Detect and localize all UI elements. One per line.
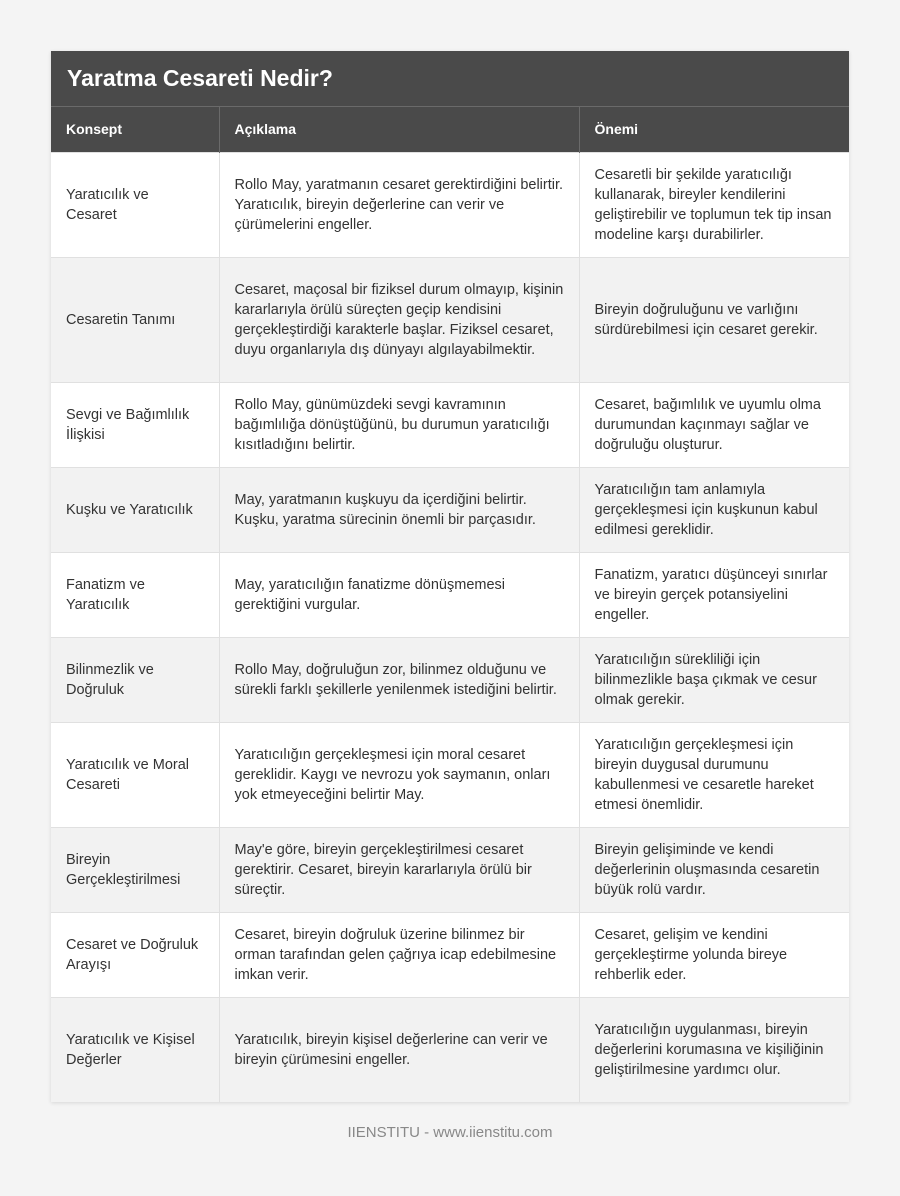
cell-importance: Yaratıcılığın tam anlamıyla gerçekleşmesi için kuşkunun kabul edilmesi gereklidir. bbox=[579, 467, 849, 552]
cell-description: Rollo May, yaratmanın cesaret gerektirdiğini belirtir. Yaratıcılık, bireyin değerlerine can verir ve çürümelerini engeller. bbox=[219, 152, 579, 257]
concept-table-card bbox=[51, 51, 849, 1102]
column-header-concept: Konsept bbox=[51, 107, 219, 152]
cell-description: Rollo May, doğruluğun zor, bilinmez olduğunu ve sürekli farklı şekillerle yenilenmek istediğini belirtir. bbox=[219, 637, 579, 722]
cell-importance: Cesaretli bir şekilde yaratıcılığı kullanarak, bireyler kendilerini geliştirebilir ve toplumun tek tip insan modeline karşı durabilirler. bbox=[579, 152, 849, 257]
table-header-row bbox=[51, 107, 849, 152]
cell-importance: Bireyin gelişiminde ve kendi değerlerinin oluşmasında cesaretin büyük rolü vardır. bbox=[579, 827, 849, 912]
concept-table bbox=[51, 107, 849, 1102]
table-row bbox=[51, 257, 849, 382]
cell-concept: Bilinmezlik ve Doğruluk bbox=[51, 637, 219, 722]
column-header-importance: Önemi bbox=[579, 107, 849, 152]
cell-importance: Yaratıcılığın uygulanması, bireyin değerlerini korumasına ve kişiliğinin geliştirilmesine yardımcı olur. bbox=[579, 997, 849, 1102]
cell-importance: Cesaret, gelişim ve kendini gerçekleştirme yolunda bireye rehberlik eder. bbox=[579, 912, 849, 997]
cell-description: May, yaratıcılığın fanatizme dönüşmemesi gerektiğini vurgular. bbox=[219, 552, 579, 637]
cell-description: Yaratıcılığın gerçekleşmesi için moral cesaret gereklidir. Kaygı ve nevrozu yok saymanın, onları yok etmeyeceğini belirtir May. bbox=[219, 722, 579, 827]
table-row bbox=[51, 637, 849, 722]
cell-importance: Yaratıcılığın gerçekleşmesi için bireyin duygusal durumunu kabullenmesi ve cesaretle hareket etmesi önemlidir. bbox=[579, 722, 849, 827]
table-row bbox=[51, 152, 849, 257]
table-row bbox=[51, 467, 849, 552]
table-title: Yaratma Cesareti Nedir? bbox=[51, 51, 849, 107]
cell-description: May, yaratmanın kuşkuyu da içerdiğini belirtir. Kuşku, yaratma sürecinin önemli bir parçasıdır. bbox=[219, 467, 579, 552]
footer-credit: IIENSTITU - www.iienstitu.com bbox=[347, 1124, 553, 1141]
cell-importance: Bireyin doğruluğunu ve varlığını sürdürebilmesi için cesaret gerekir. bbox=[579, 257, 849, 382]
column-header-description: Açıklama bbox=[219, 107, 579, 152]
table-row bbox=[51, 912, 849, 997]
cell-concept: Cesaretin Tanımı bbox=[51, 257, 219, 382]
cell-concept: Sevgi ve Bağımlılık İlişkisi bbox=[51, 382, 219, 467]
cell-concept: Fanatizm ve Yaratıcılık bbox=[51, 552, 219, 637]
table-row bbox=[51, 827, 849, 912]
table-row bbox=[51, 382, 849, 467]
cell-concept: Kuşku ve Yaratıcılık bbox=[51, 467, 219, 552]
cell-importance: Fanatizm, yaratıcı düşünceyi sınırlar ve bireyin gerçek potansiyelini engeller. bbox=[579, 552, 849, 637]
cell-description: May'e göre, bireyin gerçekleştirilmesi cesaret gerektirir. Cesaret, bireyin kararlarıyla örülü bir süreçtir. bbox=[219, 827, 579, 912]
cell-description: Rollo May, günümüzdeki sevgi kavramının bağımlılığa dönüştüğünü, bu durumun yaratıcılığı kısıtladığını belirtir. bbox=[219, 382, 579, 467]
cell-description: Cesaret, bireyin doğruluk üzerine bilinmez bir orman tarafından gelen çağrıya icap edebilmesine imkan verir. bbox=[219, 912, 579, 997]
table-row bbox=[51, 552, 849, 637]
cell-concept: Yaratıcılık ve Moral Cesareti bbox=[51, 722, 219, 827]
cell-importance: Yaratıcılığın sürekliliği için bilinmezlikle başa çıkmak ve cesur olmak gerekir. bbox=[579, 637, 849, 722]
table-row bbox=[51, 997, 849, 1102]
cell-description: Cesaret, maçosal bir fiziksel durum olmayıp, kişinin kararlarıyla örülü süreçten geçip kendisini gerçekleştirdiği karakterle başlar. Fiziksel cesaret, duyu organlarıyla dış dünyayı algılayabilmektir. bbox=[219, 257, 579, 382]
cell-description: Yaratıcılık, bireyin kişisel değerlerine can verir ve bireyin çürümesini engeller. bbox=[219, 997, 579, 1102]
cell-concept: Bireyin Gerçekleştirilmesi bbox=[51, 827, 219, 912]
cell-concept: Yaratıcılık ve Kişisel Değerler bbox=[51, 997, 219, 1102]
cell-concept: Cesaret ve Doğruluk Arayışı bbox=[51, 912, 219, 997]
cell-importance: Cesaret, bağımlılık ve uyumlu olma durumundan kaçınmayı sağlar ve doğruluğu oluşturur. bbox=[579, 382, 849, 467]
table-row bbox=[51, 722, 849, 827]
cell-concept: Yaratıcılık ve Cesaret bbox=[51, 152, 219, 257]
